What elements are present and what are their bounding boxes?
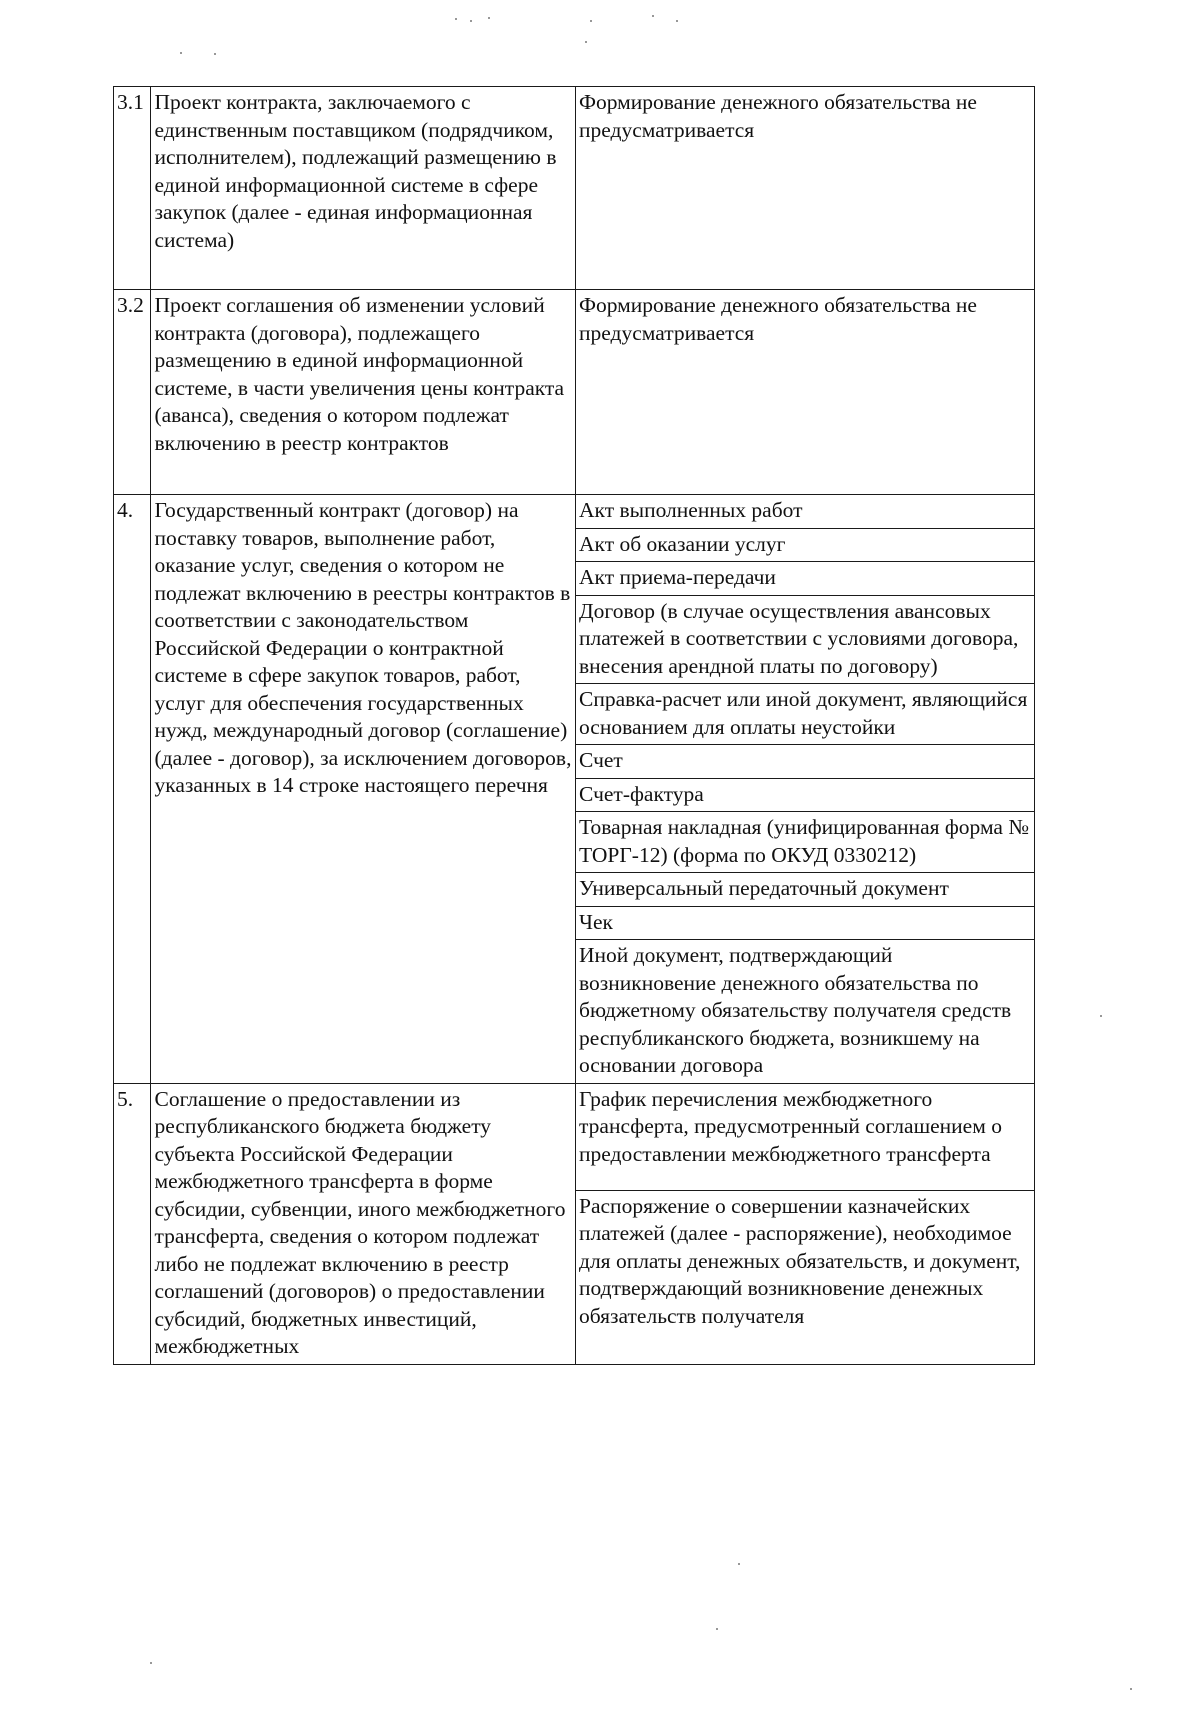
document-item: Акт об оказании услуг [576,528,1035,562]
row-number: 3.1 [114,87,151,290]
row-description: Проект контракта, заключаемого с единственным поставщиком (подрядчиком, исполнителем), подлежащий размещению в единой информационной системе в сфере закупок (далее - единая информационная система) [151,87,576,290]
document-item: Универсальный передаточный документ [576,873,1035,907]
scan-speck [585,41,587,43]
scan-speck [590,20,592,22]
document-item: Справка-расчет или иной документ, являющийся основанием для оплаты неустойки [576,684,1035,745]
scan-speck [180,52,182,54]
document-item: График перечисления межбюджетного трансферта, предусмотренный соглашением о предоставлении межбюджетного трансферта [576,1083,1035,1190]
scan-speck [470,20,472,22]
scan-speck [488,17,490,19]
row-number: 3.2 [114,290,151,495]
scan-speck [1100,1015,1102,1017]
document-item: Счет [576,745,1035,779]
table-row [114,495,1035,529]
document-item: Акт выполненных работ [576,495,1035,529]
scan-speck [1130,1688,1132,1690]
table-row [114,87,1035,290]
document-item: Товарная накладная (унифицированная форма № ТОРГ-12) (форма по ОКУД 0330212) [576,812,1035,873]
document-item: Счет-фактура [576,778,1035,812]
row-description: Государственный контракт (договор) на поставку товаров, выполнение работ, оказание услуг, сведения о котором не подлежат включению в реестры контрактов в соответствии с законодательством Российской Федерации о контрактной системе в сфере закупок товаров, работ, услуг для обеспечения государственных нужд, международный договор (соглашение) (далее - договор), за исключением договоров, указанных в 14 строке настоящего перечня [151,495,576,1084]
row-description: Проект соглашения об изменении условий контракта (договора), подлежащего размещению в единой информационной системе, в части увеличения цены контракта (аванса), сведения о котором подлежат включению в реестр контрактов [151,290,576,495]
document-item: Распоряжение о совершении казначейских платежей (далее - распоряжение), необходимое для оплаты денежных обязательств, и документ, подтверждающий возникновение денежных обязательств получателя [576,1190,1035,1364]
table-row [114,290,1035,495]
row-number: 4. [114,495,151,1084]
document-item: Иной документ, подтверждающий возникновение денежного обязательства по бюджетному обязательству получателя средств республиканского бюджета, возникшему на основании договора [576,940,1035,1084]
document-item: Чек [576,906,1035,940]
document-item: Договор (в случае осуществления авансовых платежей в соответствии с условиями договора, внесения арендной платы по договору) [576,595,1035,684]
row-number: 5. [114,1083,151,1364]
scan-speck [716,1628,718,1630]
scan-speck [214,53,216,55]
scan-speck [150,1662,152,1664]
document-item: Акт приема-передачи [576,562,1035,596]
document-item: Формирование денежного обязательства не предусматривается [576,290,1035,495]
scan-speck [455,18,457,20]
scan-speck [652,15,654,17]
document-list-table [113,86,1035,1365]
table-row [114,1083,1035,1190]
scan-speck [676,20,678,22]
row-description: Соглашение о предоставлении из республиканского бюджета бюджету субъекта Российской Федерации межбюджетного трансферта в форме субсидии, субвенции, иного межбюджетного трансферта, сведения о котором подлежат либо не подлежат включению в реестр соглашений (договоров) о предоставлении субсидий, бюджетных инвестиций, межбюджетных [151,1083,576,1364]
document-item: Формирование денежного обязательства не предусматривается [576,87,1035,290]
scan-speck [738,1563,740,1565]
